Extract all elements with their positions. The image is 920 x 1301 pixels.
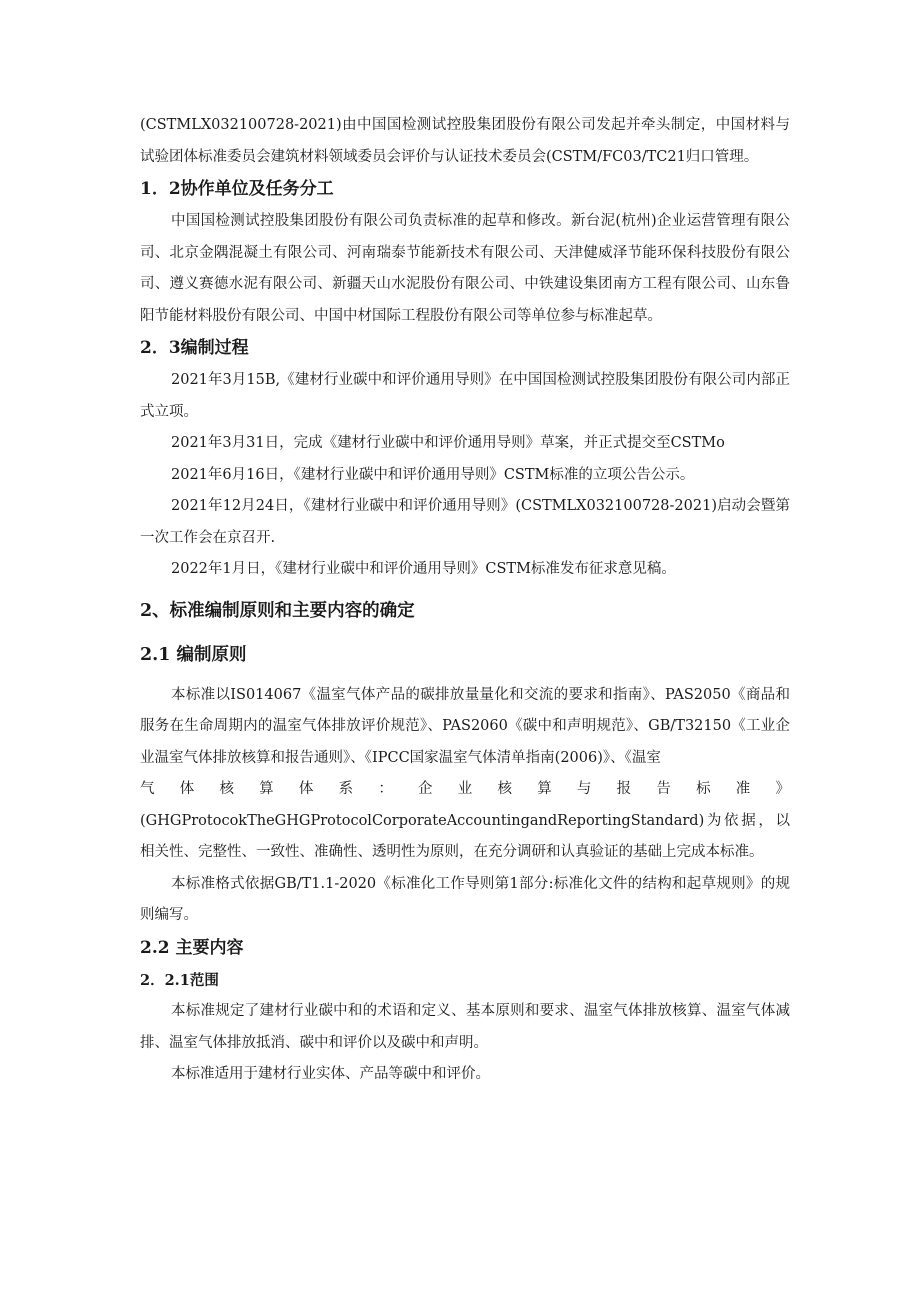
spread-char: 体	[179, 781, 195, 797]
spread-char: 标	[696, 781, 711, 797]
paragraph-intro: (CSTMLX032100728-2021)由中国国检测试控股集团股份有限公司发起并牵头制定，中国材料与试验团体标准委员会建筑材料领域委员会评价与认证技术委员会(CSTM/FC03/TC21归口管理。	[140, 117, 790, 165]
spread-char: 》	[775, 781, 790, 797]
paragraph-scope-2: 本标准适用于建材行业实体、产品等碳中和评价。	[171, 1066, 490, 1082]
paragraph-collaborators: 中国国检测试控股集团股份有限公司负责标准的起草和修改。新台泥(杭州)企业运营管理有限公司、北京金隅混凝土有限公司、河南瑞泰节能新技术有限公司、天津健威泽节能环保科技股份有限公司、遵义赛德水泥有限公司、新疆天山水泥股份有限公司、中铁建设集团南方工程有限公司、山东鲁阳节能材料股份有限公司、中国中材国际工程股份有限公司等单位参与标准起草。	[140, 213, 790, 324]
spread-char: 系	[338, 781, 354, 797]
spread-char: 企	[418, 781, 433, 797]
spread-char: 气	[140, 781, 155, 797]
spread-line	[140, 774, 790, 806]
paragraph-process-1: 2021年3月15B,《建材行业碳中和评价通用导则》在中国国检测试控股集团股份有限公司内部正式立项。	[140, 372, 790, 420]
spread-char: 业	[457, 781, 473, 797]
document-page	[140, 110, 790, 1091]
heading-2-3: 2．3编制过程	[140, 338, 249, 358]
spread-char: 准	[735, 781, 751, 797]
spread-char: 核	[219, 781, 234, 797]
spread-char: 与	[576, 781, 592, 797]
spread-char: 核	[497, 781, 512, 797]
heading-1-2: 1．2协作单位及任务分工	[140, 179, 334, 199]
spread-char: 告	[656, 781, 671, 797]
spread-char: 算	[537, 781, 552, 797]
paragraph-process-4: 2021年12月24日，《建材行业碳中和评价通用导则》(CSTMLX032100728-2021)启动会暨第一次工作会在京召开.	[140, 498, 790, 546]
paragraph-scope-1: 本标准规定了建材行业碳中和的术语和定义、基本原则和要求、温室气体排放核算、温室气体减排、温室气体排放抵消、碳中和评价以及碳中和声明。	[140, 1003, 790, 1051]
paragraph-process-3: 2021年6月16日，《建材行业碳中和评价通用导则》CSTM标准的立项公告公示。	[171, 466, 695, 483]
heading-2-2: 2.2 主要内容	[140, 937, 244, 958]
heading-2-1: 2.1 编制原则	[140, 644, 247, 665]
paragraph-format: 本标准格式依据GB/T1.1-2020《标准化工作导则第1部分:标准化文件的结构和起草规则》的规则编写。	[140, 875, 790, 923]
paragraph-ghg-protocol: (GHGProtocokTheGHGProtocolCorporateAccountingandReportingStandard)为依据，以相关性、完整性、一致性、准确性、透明性为原则，在充分调研和认真验证的基础上完成本标准。	[140, 812, 790, 860]
spread-char: ：	[378, 781, 393, 797]
paragraph-principles: 本标准以IS014067《温室气体产品的碳排放量量化和交流的要求和指南》、PAS2050《商品和服务在生命周期内的温室气体排放评价规范》、PAS2060《碳中和声明规范》、GB/T32150《工业企业温室气体排放核算和报告通则》、《IPCC国家温室气体清单指南(2006)》、《温室	[140, 686, 790, 766]
spread-char: 体	[298, 781, 314, 797]
heading-section-2: 2、标准编制原则和主要内容的确定	[140, 600, 415, 621]
paragraph-process-5: 2022年1月日，《建材行业碳中和评价通用导则》CSTM标准发布征求意见稿。	[171, 561, 676, 577]
spread-char: 算	[259, 781, 274, 797]
paragraph-process-2: 2021年3月31日，完成《建材行业碳中和评价通用导则》草案，并正式提交至CSTMo	[171, 435, 725, 451]
spread-char: 报	[616, 781, 632, 797]
heading-2-2-1: 2．2.1范围	[140, 971, 219, 989]
